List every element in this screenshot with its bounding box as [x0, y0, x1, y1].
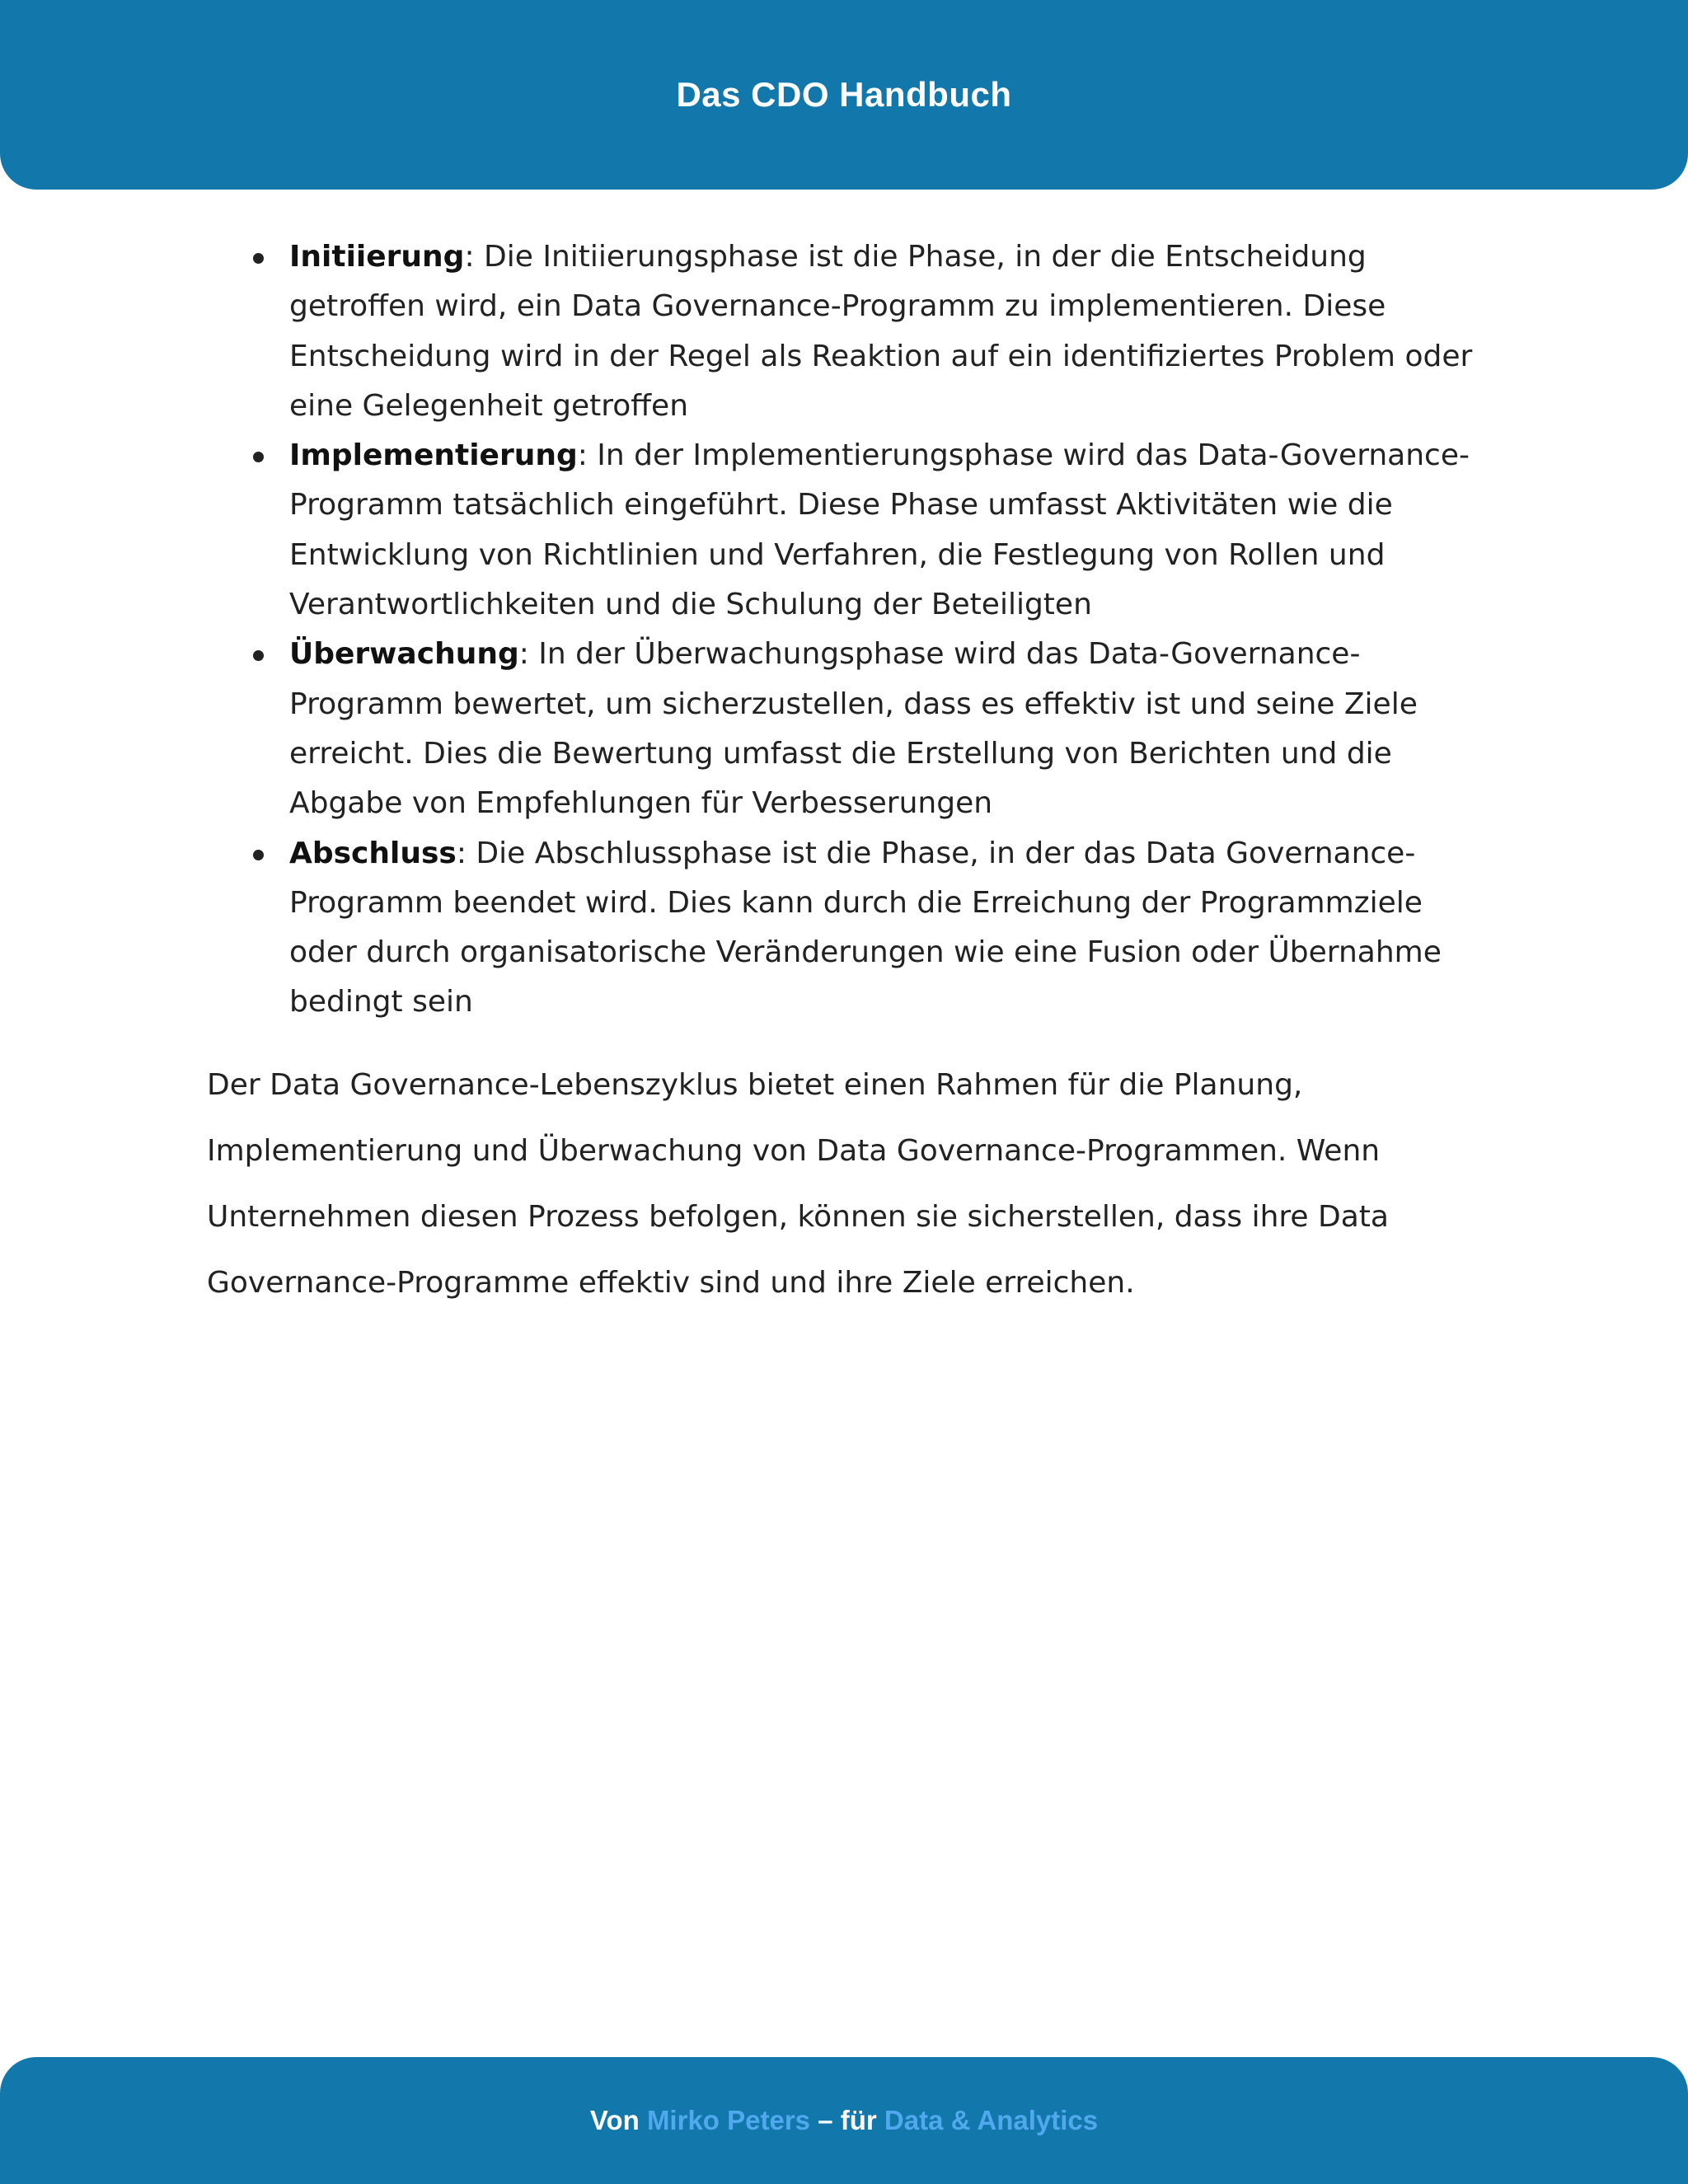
org-link[interactable]: Data & Analytics — [884, 2105, 1099, 2135]
phase-description: : In der Überwachungsphase wird das Data-Governance-Programm bewertet, um sicherzustellen, dass es effektiv ist und seine Ziele erreicht. Dies die Bewertung umfasst die Erstellung von Berichten und die Abgabe von Empfehlungen für Verbesserungen — [289, 637, 1418, 821]
list-item — [207, 630, 1493, 828]
author-link[interactable]: Mirko Peters — [646, 2105, 811, 2135]
list-item — [207, 431, 1493, 630]
page-footer — [0, 2057, 1688, 2184]
footer-prefix: Von — [589, 2105, 647, 2135]
phase-term: Abschluss — [289, 836, 457, 870]
phase-description: : In der Implementierungsphase wird das Data-Governance-Programm tatsächlich eingeführt. Diese Phase umfasst Aktivitäten wie die Entwicklung von Richtlinien und Verfahren, die Festlegung von Rollen und Verantwortlichkeiten und die Schulung der Beteiligten — [289, 438, 1470, 622]
list-item — [207, 829, 1493, 1028]
phase-description: : Die Abschlussphase ist die Phase, in der das Data Governance-Programm beendet wird. Dies kann durch die Erreichung der Programmziele oder durch organisatorische Veränderungen wie eine Fusion oder Übernahme bedingt sein — [289, 836, 1442, 1019]
page-header — [0, 0, 1688, 190]
phase-term: Überwachung — [289, 637, 519, 672]
phase-description: : Die Initiierungsphase ist die Phase, in der die Entscheidung getroffen wird, ein Data Governance-Programm zu implementieren. Diese Entscheidung wird in der Regel als Reaktion auf ein identifiziertes Problem oder eine Gelegenheit getroffen — [289, 240, 1473, 423]
bullet-icon — [253, 850, 264, 860]
footer-credit — [0, 2057, 1688, 2184]
list-item — [207, 232, 1493, 431]
bullet-icon — [253, 650, 264, 661]
footer-middle: – für — [810, 2105, 884, 2135]
book-title: Das CDO Handbuch — [676, 75, 1012, 114]
bullet-icon — [253, 253, 264, 264]
bullet-icon — [253, 452, 264, 462]
phase-term: Implementierung — [289, 438, 578, 473]
phase-term: Initiierung — [289, 240, 465, 274]
page-content — [207, 232, 1493, 1316]
lifecycle-phase-list — [207, 232, 1493, 1028]
summary-paragraph: Der Data Governance-Lebenszyklus bietet einen Rahmen für die Planung, Implementierung und Überwachung von Data Governance-Programmen. Wenn Unternehmen diesen Prozess befolgen, können sie sicherstellen, dass ihre Data Governance-Programme effektiv sind und ihre Ziele erreichen. — [207, 1067, 1389, 1300]
